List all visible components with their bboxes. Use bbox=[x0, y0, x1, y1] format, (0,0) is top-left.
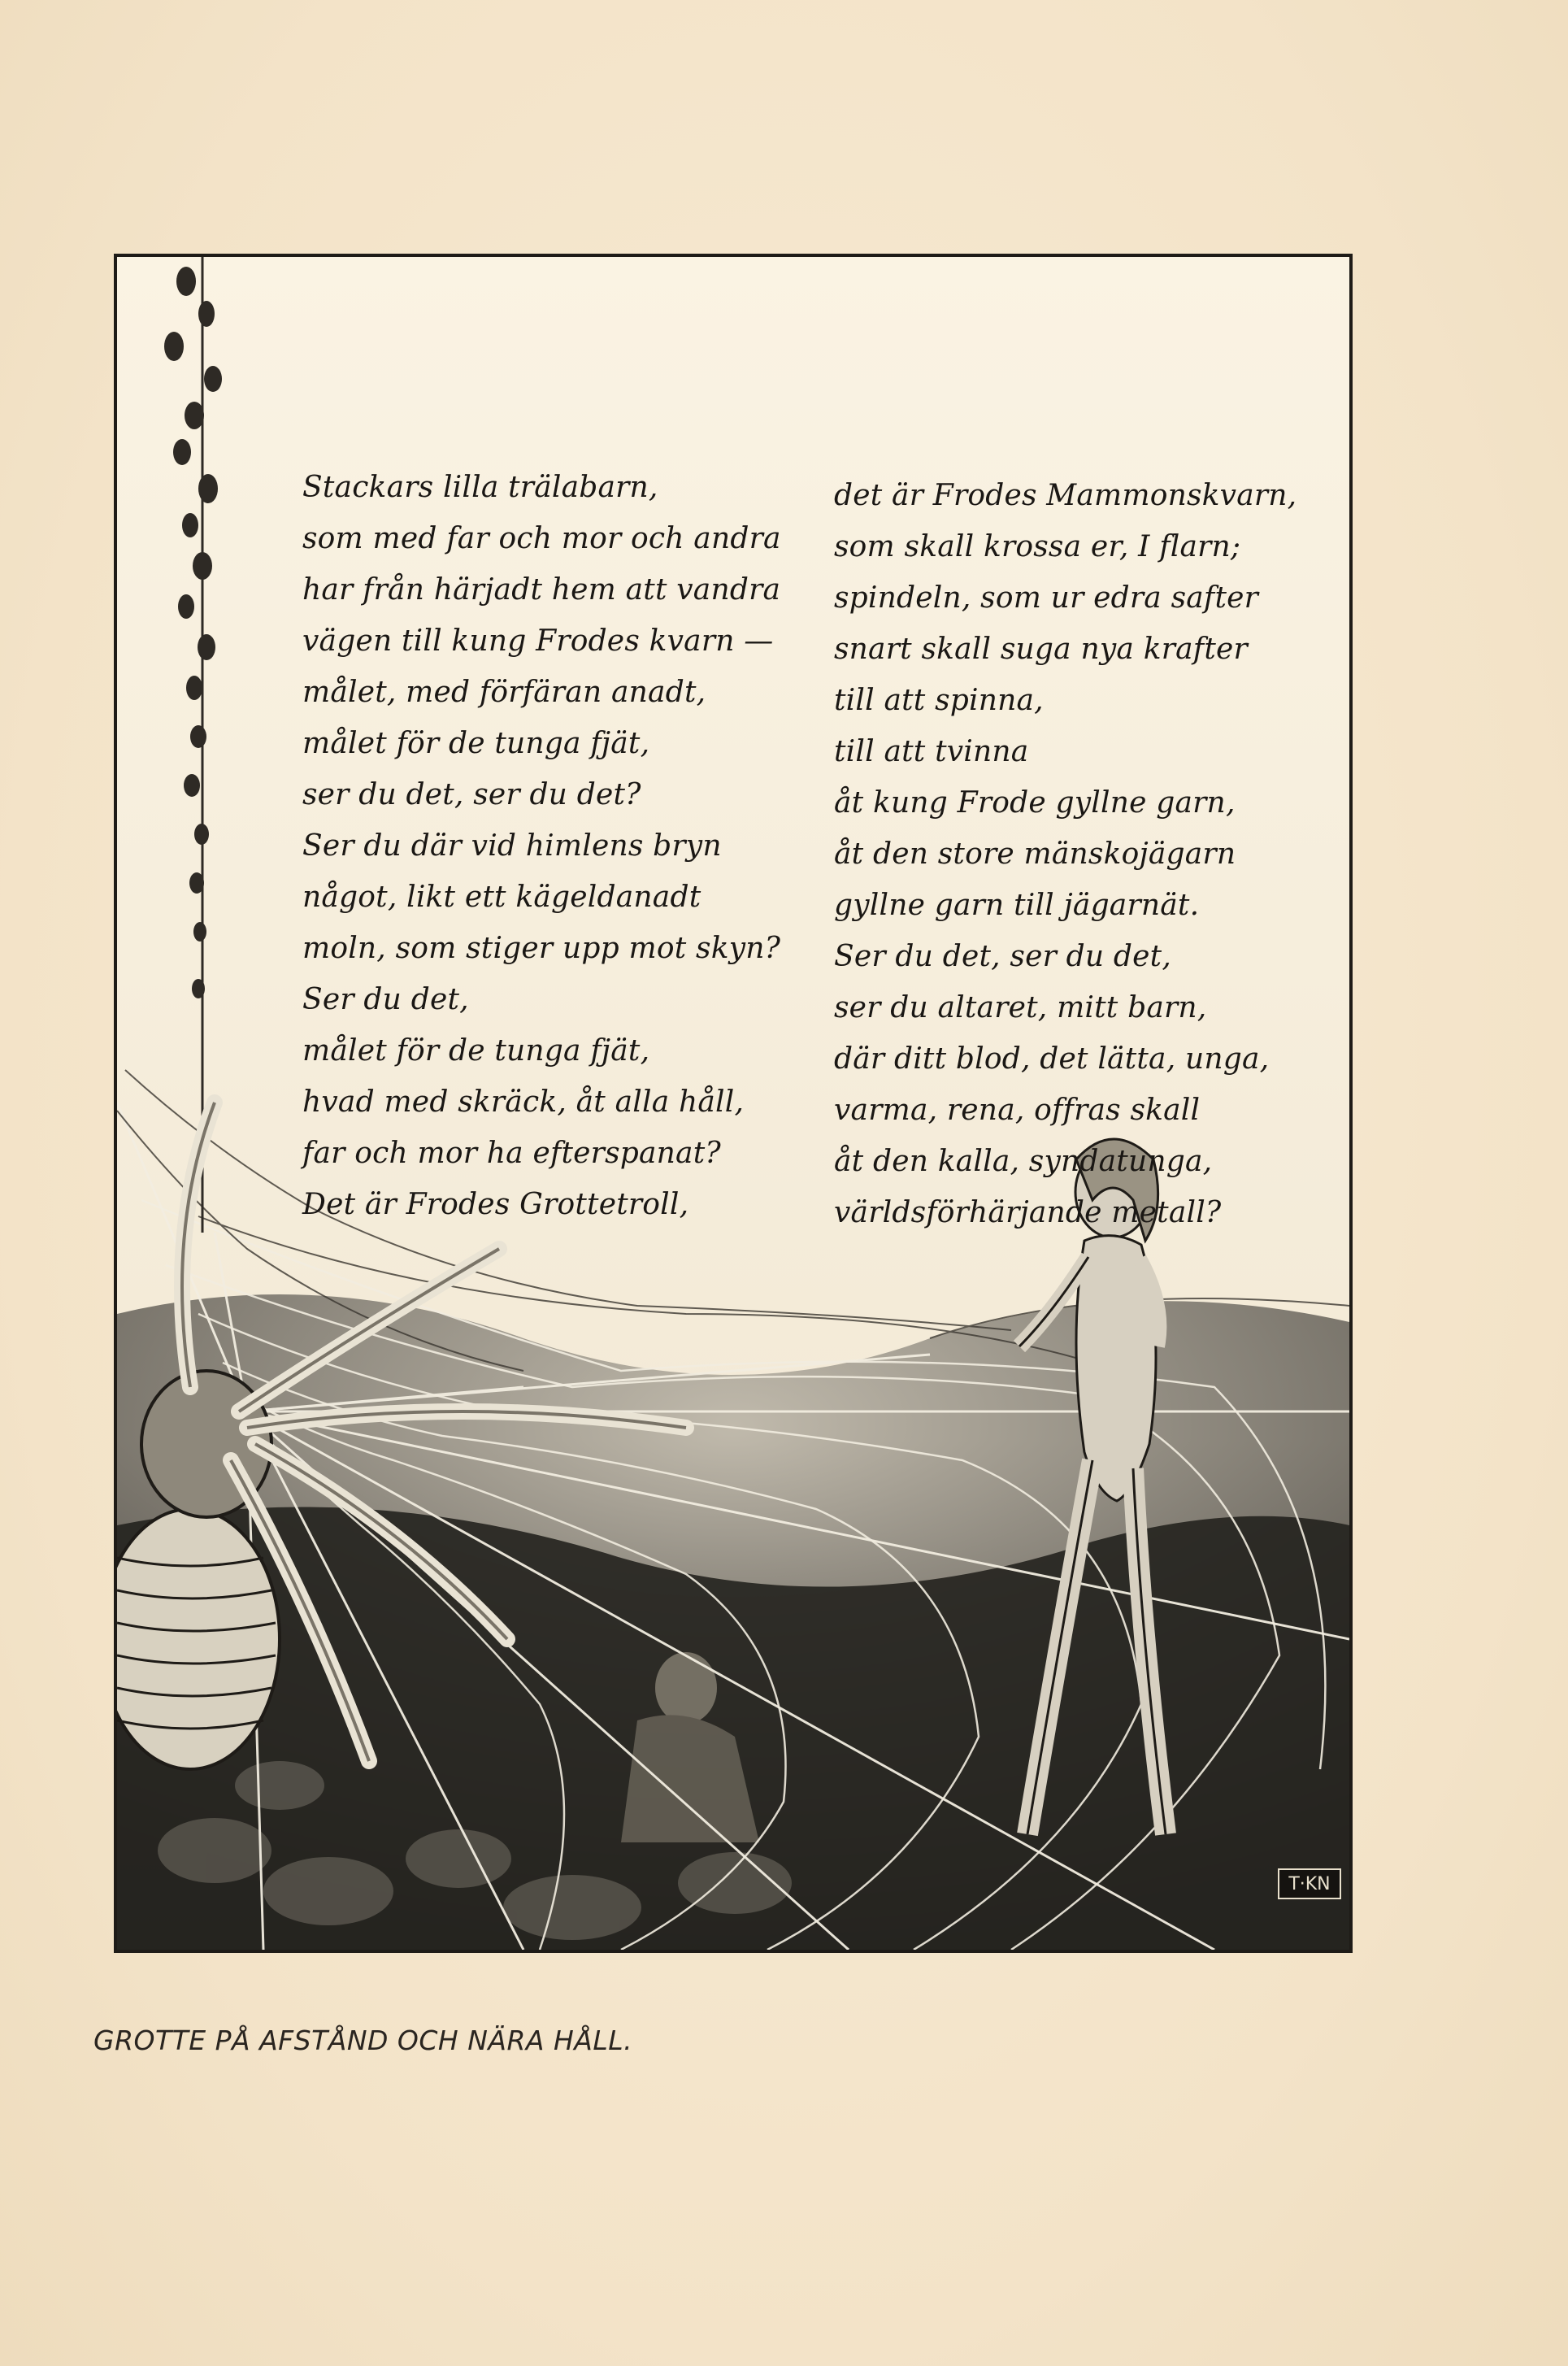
poem-line: det är Frodes Mammonskvarn, bbox=[834, 479, 1297, 512]
poem-line: varma, rena, offras skall bbox=[834, 1094, 1201, 1127]
poem-line: som med far och mor och andra bbox=[302, 522, 781, 555]
illustration-caption: GROTTE PÅ AFSTÅND OCH NÄRA HÅLL. bbox=[93, 2025, 633, 2056]
poem-line: Ser du där vid himlens bryn bbox=[302, 829, 722, 863]
poem-line: vägen till kung Frodes kvarn — bbox=[302, 624, 774, 658]
poem-line: Stackars lilla trälabarn, bbox=[302, 471, 658, 504]
poem-line: far och mor ha efterspanat? bbox=[302, 1137, 721, 1170]
poem-line: hvad med skräck, åt alla håll, bbox=[302, 1085, 745, 1119]
poem-line: gyllne garn till jägarnät. bbox=[834, 889, 1200, 922]
poem-line: Ser du det, ser du det, bbox=[834, 940, 1171, 973]
poem-line: spindeln, som ur edra safter bbox=[834, 581, 1259, 615]
poem-left-column bbox=[302, 462, 781, 1230]
poem-right-column bbox=[834, 470, 1297, 1238]
poem-line: som skall krossa er, I flarn; bbox=[834, 530, 1241, 563]
poem-line: målet för de tunga fjät, bbox=[302, 1034, 650, 1068]
poem-line: moln, som stiger upp mot skyn? bbox=[302, 932, 781, 965]
poem-line: målet för de tunga fjät, bbox=[302, 727, 650, 760]
poem-line: målet, med förfäran anadt, bbox=[302, 676, 706, 709]
poem-line: ser du det, ser du det? bbox=[302, 778, 641, 811]
artist-monogram: T·KN bbox=[1278, 1868, 1341, 1899]
poem-line: till att spinna, bbox=[834, 684, 1044, 717]
poem-line: snart skall suga nya krafter bbox=[834, 633, 1248, 666]
poem-line: till att tvinna bbox=[834, 735, 1029, 768]
poem-line: ser du altaret, mitt barn, bbox=[834, 991, 1207, 1024]
poem-line: Det är Frodes Grottetroll, bbox=[302, 1188, 689, 1221]
poem-line: Ser du det, bbox=[302, 983, 469, 1016]
poem-line: där ditt blod, det lätta, unga, bbox=[834, 1042, 1270, 1076]
poem-line: åt den store mänskojägarn bbox=[834, 837, 1236, 871]
poem-line: åt den kalla, syndatunga, bbox=[834, 1145, 1213, 1178]
poem-line: har från härjadt hem att vandra bbox=[302, 573, 781, 607]
illustration-frame bbox=[114, 254, 1353, 1953]
poem-line: världsförhärjande metall? bbox=[834, 1196, 1222, 1229]
poem-line: något, likt ett kägeldanadt bbox=[302, 881, 701, 914]
poem-line: åt kung Frode gyllne garn, bbox=[834, 786, 1236, 820]
